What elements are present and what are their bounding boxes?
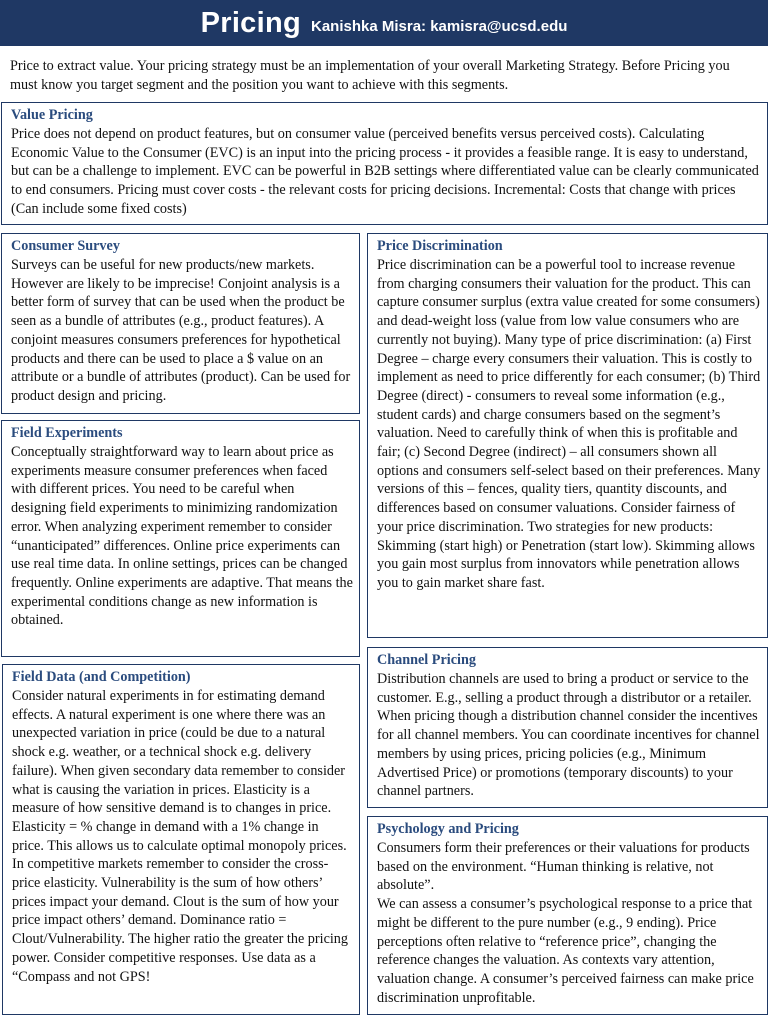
field-experiments-heading: Field Experiments [11, 425, 123, 441]
psychology-pricing-heading: Psychology and Pricing [377, 821, 519, 837]
psychology-pricing-body-2: We can assess a consumer’s psychological response to a price that might be different to the pure number (e.g., 9 ending). Price perceptions often relative to “reference price”, changing the reference changes the valuation. As contexts vary attention, valuation change. A consumer’s perceived fairness can make price discrimination unprofitable. [377, 896, 754, 1006]
field-data-body: Consider natural experiments in for estimating demand effects. A natural experiment is one where there was an unexpected variation in price (could be due to a natural shock e.g. weather, or a technical shock e.g. delivery failure). When given secondary data remember to consider what is causing the variation in prices. Elasticity is a measure of how sensitive demand is to changes in price. Elasticity = % change in demand with a 1% change in price. This allows us to calculate optimal monopoly prices. In competitive markets remember to consider the cross-price elasticity. Vulnerability is the sum of how others’ prices impact your demand. Clout is the sum of how your price impact others’ demand. Dominance ratio = Clout/Vulnerability. The higher ratio the greater the pricing power. Consider competitive responses. Use data as a “Compass and not GPS! [12, 688, 348, 985]
consumer-survey-heading: Consumer Survey [11, 238, 120, 254]
psychology-pricing-section [367, 816, 768, 1015]
price-discrimination-body: Price discrimination can be a powerful tool to increase revenue from charging consumers their valuation for the product. This can capture consumer surplus (extra value created for some consumers) and dead-weight loss (value from low value consumers who are currently not buying). Many type of price discrimination: (a) First Degree – charge every consumers their valuation. This is costly to implement as need to price differently for each consumer; (b) Third Degree (direct) - consumers to reveal some information (e.g., student cards) and charge consumers based on the segment’s valuation. Need to carefully think of when this is profitable and fair; (c) Second Degree (indirect) – all consumers shown all options and consumers self-select based on their preferences. Many versions of this – fences, quality tiers, quantity discounts, and differences based on consumer valuations. Consider fairness of your price discrimination. Two strategies for new products: Skimming (start high) or Penetration (start low). Skimming allows you gain most surplus from innovators while penetration allows you to gain market share fast. [377, 257, 761, 591]
channel-pricing-heading: Channel Pricing [377, 652, 476, 668]
field-data-section [2, 664, 360, 1015]
field-experiments-body: Conceptually straightforward way to learn about price as experiments measure consumer preferences when faced with different prices. You need to be careful when designing field experiments to minimizing randomization error. When analyzing experiment remember to consider “unanticipated” differences. Online price experiments can use real time data. In online settings, prices can be changed frequently. Online experiments are adaptive. That means the experimental conditions change as new information is obtained. [11, 444, 353, 629]
value-pricing-body: Price does not depend on product features, but on consumer value (perceived benefits versus perceived costs). Calculating Economic Value to the Consumer (EVC) is an input into the pricing process - it provides a feasible range. It is easy to understand, but can be a challenge to implement. EVC can be powerful in B2B settings where differentiated value can be clearly communicated to end consumers. Pricing must cover costs - the relevant costs for pricing decisions. Incremental: Costs that change with prices (Can include some fixed costs) [11, 126, 759, 217]
field-data-heading: Field Data (and Competition) [12, 669, 191, 685]
channel-pricing-body: Distribution channels are used to bring a product or service to the customer. E.g., selling a product through a distributor or a retailer. When pricing though a distribution channel consider the incentives for all channel members. You can coordinate incentives for channel members by using prices, pricing policies (e.g., Minimum Advertised Price) or promotions (temporary discounts) to your channel partners. [377, 671, 760, 800]
psychology-pricing-body-1: Consumers form their preferences or their valuations for products based on the environment. “Human thinking is relative, not absolute”. [377, 840, 750, 894]
value-pricing-heading: Value Pricing [11, 107, 93, 123]
value-pricing-section [1, 102, 768, 225]
consumer-survey-section [1, 233, 360, 414]
page-header [0, 0, 768, 46]
intro-paragraph: Price to extract value. Your pricing strategy must be an implementation of your overall Marketing Strategy. Before Pricing you must know you target segment and the position you want to achieve with this segments. [10, 58, 730, 93]
price-discrimination-section [367, 233, 768, 638]
channel-pricing-section [367, 647, 768, 808]
author-contact: Kanishka Misra: kamisra@ucsd.edu [311, 17, 568, 35]
consumer-survey-body: Surveys can be useful for new products/new markets. However are likely to be imprecise! Conjoint analysis is a better form of survey that can be used when the product be seen as a bundle of attributes (e.g., product features). A conjoint measures consumers preferences for hypothetical products and there can be used to place a $ value on an attribute or a bundle of attributes (product). Can be used for product design and pricing. [11, 257, 351, 404]
price-discrimination-heading: Price Discrimination [377, 238, 503, 254]
field-experiments-section [1, 420, 360, 657]
page-title: Pricing [200, 6, 301, 39]
